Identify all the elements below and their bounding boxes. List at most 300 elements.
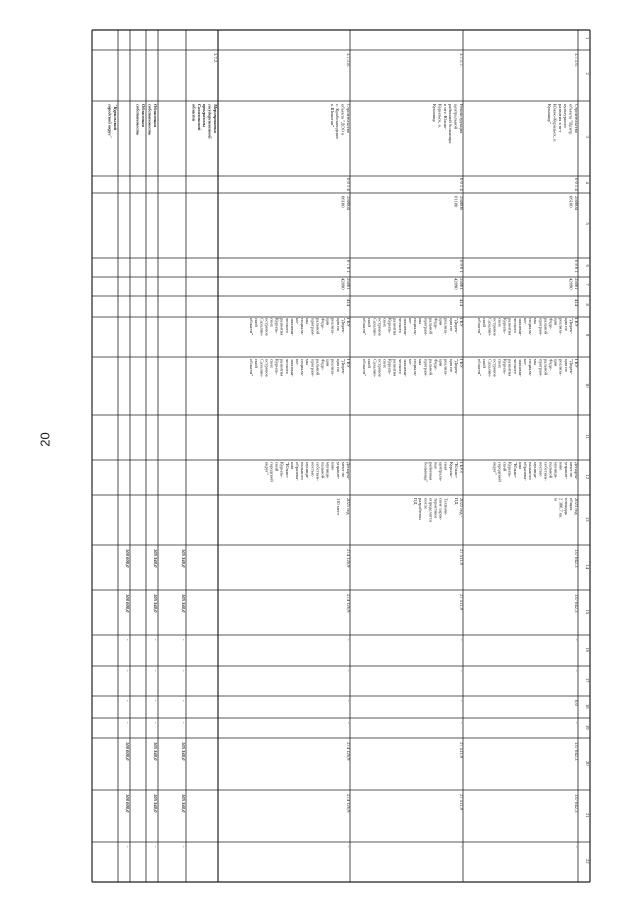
- row-3-7-1-7--c9-line: Феде-: [433, 318, 439, 330]
- row-3-7-1-7--c9-line: програм-: [423, 318, 429, 336]
- header-number-17-line: 17: [585, 678, 590, 683]
- section-total-c15: [181, 594, 186, 613]
- section-sub3-c14-line: 100 000,0: [125, 549, 130, 568]
- section-sub1-c17: [153, 670, 158, 672]
- row-3-7-1-7--c9-line: ральной: [428, 318, 434, 334]
- row-3-7-1-7--c5: [454, 196, 464, 210]
- section-total-c15-line: 105 340,0: [181, 594, 186, 613]
- row-3-7-1-6--c9-line: ГКУ: [574, 318, 579, 327]
- row-3-7-1-8--code: [346, 53, 351, 67]
- row-3-7-1-6--c12-line: ский: [502, 462, 508, 472]
- header-number-7-line: 7: [585, 283, 590, 286]
- row-3-7-1-8--c9-line: но-: [295, 318, 300, 325]
- section-sub1-c15: [153, 594, 158, 613]
- section-total-c18-line: -: [181, 700, 186, 702]
- row-3-7-1-6--c7: [569, 278, 579, 290]
- row-3-7-1-7--c10-line: Феде-: [433, 359, 439, 371]
- row-3-7-1-7--c10-line: Сахалин-: [372, 359, 378, 378]
- row-3-7-1-8--c7-line: 25001: [346, 278, 351, 290]
- row-3-7-1-6--name-line: Строительство: [574, 104, 579, 134]
- row-3-7-1-8--c9-line: островов: [264, 318, 270, 336]
- row-3-7-1-6--c10-line: ральной: [543, 359, 549, 375]
- row-3-7-1-7--c12-line: ская: [443, 462, 449, 471]
- row-3-7-1-6--c12-line: муници-: [553, 462, 559, 479]
- row-3-7-1-7--c10-line: реализа-: [443, 359, 449, 376]
- row-3-7-1-6--c9-line: реализа-: [558, 318, 564, 335]
- header-number-22-line: 22: [585, 859, 590, 864]
- header-number-15: [585, 610, 590, 615]
- row-3-7-1-8--c4: [346, 178, 351, 191]
- row-3-7-1-6--c12-line: управле-: [563, 462, 569, 480]
- section-code: [213, 53, 218, 63]
- row-3-7-1-8--c10-line: "Дирек-: [340, 359, 346, 375]
- section-sub3-c20-line: 100 000,0: [125, 742, 130, 761]
- row-3-7-1-8--c10-line: ческого: [284, 359, 290, 374]
- row-3-7-1-7--c9-line: реализа-: [443, 318, 449, 335]
- section-sub1-c22-line: -: [153, 846, 158, 848]
- header-number-5-line: 5: [585, 222, 590, 225]
- row-3-7-1-7--c15: [458, 594, 464, 611]
- row-3-7-1-8--c12-line: муници-: [325, 462, 331, 479]
- row-3-7-1-7--c14-line: 27 511,9: [459, 549, 464, 565]
- row-3-7-1-8--c21-line: 274 126,9: [346, 794, 351, 813]
- row-3-7-1-8--c9-line: Куриль-: [274, 318, 280, 334]
- header-number-17: [585, 678, 590, 683]
- row-3-7-1-6--c15-line: 137 042,3: [574, 594, 579, 613]
- row-3-7-1-8--c19-line: -: [346, 722, 351, 724]
- header-number-15-line: 15: [585, 609, 590, 615]
- header-number-16: [585, 648, 590, 653]
- row-3-7-1-7--c12-line: централь-: [438, 462, 444, 482]
- row-3-7-1-7--c12-line: ная: [433, 462, 439, 469]
- row-3-7-1-6--c6: [574, 260, 579, 273]
- section-sub1-c18: [153, 700, 158, 702]
- row-3-7-1-7--name-line: в пгт. Южно-: [442, 104, 448, 130]
- row-3-7-1-8--c12-line: образова-: [295, 462, 300, 481]
- row-3-7-1-7--c12-line: ГБУЗ: [459, 462, 464, 473]
- row-3-7-1-8--c9-line: Сахалин-: [259, 318, 265, 337]
- row-3-7-1-8--c12-line: округ": [264, 462, 270, 475]
- row-3-7-1-8--c10: [249, 359, 351, 378]
- row-3-7-1-7--c12: [423, 462, 464, 482]
- row-3-7-1-7--c9-line: ция по: [448, 318, 454, 331]
- table-cells: [108, 37, 590, 864]
- row-3-7-1-7--c10-line: островов: [377, 359, 383, 377]
- row-3-7-1-8--c6: [346, 260, 351, 273]
- row-3-7-1-7--c9-line: островов: [377, 318, 383, 336]
- row-3-7-1-7--c6-line: 0 9 0 1: [459, 260, 464, 273]
- row-3-7-1-8--c12-line: муници-: [305, 462, 311, 479]
- section-sub3-c16-line: -: [125, 639, 130, 641]
- row-3-7-1-6--name-line: Кунашир": [547, 104, 552, 124]
- section-sub1-line: Областная: [153, 104, 158, 127]
- row-3-7-1-6--c19-line: -: [574, 722, 579, 724]
- row-3-7-1-6--c10-line: экономи-: [517, 359, 523, 377]
- section-sub3-c22-line: -: [125, 846, 130, 848]
- section-sub3-c18-line: -: [125, 700, 130, 702]
- row-3-7-1-6--c14-line: 137 042,3: [574, 549, 579, 568]
- section-sub3-c21: [125, 794, 130, 813]
- row-3-7-1-6--c9-line: ции: [553, 318, 559, 326]
- section-sub1-c21: [153, 794, 158, 813]
- row-3-7-1-7--c21-line: 27 511,9: [459, 794, 464, 810]
- row-3-7-1-7--c10-line: ция по: [448, 359, 454, 372]
- row-3-7-1-6--c12-line: пальной: [548, 462, 554, 479]
- section-sub3-c20: [125, 742, 130, 761]
- section-title-line: Сахалинской: [196, 104, 202, 131]
- row-3-7-1-7--c22-line: -: [459, 846, 464, 848]
- row-3-7-1-7--c5-line: 250008: [459, 196, 464, 210]
- row-3-7-1-6--c12-line: мент по: [568, 462, 574, 478]
- row-3-7-1-7--c10-line: области": [362, 359, 368, 377]
- row-3-7-1-8--c13-line: 110 мест: [335, 498, 341, 515]
- row-3-7-1-8--c10-line: ГКУ: [346, 359, 351, 368]
- row-3-7-1-8--c9-line: экономи-: [289, 318, 295, 336]
- page-number: 20: [37, 432, 53, 447]
- row-3-7-1-7--name: [432, 104, 464, 143]
- header-number-2-line: 2: [585, 72, 590, 75]
- row-3-7-1-7--c10-line: ральной: [428, 359, 434, 375]
- row-3-7-1-7--c9-line: ГКУ: [459, 318, 464, 327]
- row-3-7-1-7--c10-line: ции: [438, 359, 444, 367]
- row-3-7-1-6--c9-line: ской: [482, 318, 488, 327]
- row-3-7-1-8--c10-line: ских: [269, 359, 275, 369]
- header-number-16-line: 16: [585, 647, 590, 653]
- row-3-7-1-6--c12-line: округ": [492, 462, 498, 475]
- row-3-7-1-7--name-line: Реконструкция: [459, 104, 464, 134]
- row-3-7-1-8--c9-line: Феде-: [320, 318, 326, 330]
- row-3-7-1-8--c9-line: ГКУ: [346, 318, 351, 327]
- row-3-7-1-8--c17-line: -: [346, 670, 351, 672]
- row-3-7-1-8--c12-line: мент по: [340, 462, 346, 478]
- row-3-7-1-8--c9-line: ских: [269, 318, 275, 328]
- section-sub3-c19-line: -: [125, 722, 130, 724]
- row-3-7-1-7--c9-line: ских: [382, 318, 388, 328]
- section-total-c20: [181, 742, 186, 761]
- row-3-7-1-8--c12-line: пального: [300, 462, 306, 480]
- header-number-10: [585, 383, 590, 388]
- row-3-7-1-7--c10-line: Куриль-: [387, 359, 393, 375]
- section-sub1-c17-line: -: [153, 670, 158, 672]
- row-3-7-1-7--c5-line: 01100: [453, 196, 459, 208]
- section-title-line: Мероприятия: [213, 104, 218, 133]
- section-sub3-c18: [125, 700, 130, 702]
- section-title: [191, 103, 218, 139]
- row-3-7-1-7--c12-line: "Южно-: [453, 462, 459, 479]
- row-3-7-1-8--c16-line: -: [346, 639, 351, 641]
- row-3-7-1-7--name-line: центральной: [453, 104, 459, 129]
- section-sub3-c14: [125, 549, 130, 568]
- row-3-7-1-6--c8-line: 414: [574, 299, 579, 306]
- row-3-7-1-7--c13-line: ские харак-: [438, 498, 444, 521]
- row-3-7-1-8--c12-line: управле-: [335, 462, 341, 480]
- row-3-7-1-7--code: [459, 53, 464, 67]
- row-3-7-1-8--c12-line: Департа-: [346, 462, 351, 480]
- row-3-7-1-6--c4-line: 0 0 1 4: [574, 178, 579, 191]
- header-number-11: [585, 435, 590, 440]
- row-3-7-1-7--c12-line: больница": [423, 462, 429, 483]
- section-sub3-c21-line: 100 000,0: [125, 794, 130, 813]
- section-sub1-line: собственность: [147, 104, 153, 136]
- section-total-c16-line: -: [181, 639, 186, 641]
- row-3-7-1-6--c9-line: экономи-: [517, 318, 523, 336]
- row-3-7-1-7--c9-line: социаль-: [413, 318, 419, 336]
- row-3-7-1-7--c18-line: -: [459, 700, 464, 702]
- row-3-7-1-8--c12-line: ский: [274, 462, 280, 472]
- row-3-7-1-8--c8: [346, 299, 351, 307]
- row-3-7-1-8--c10-line: ция по: [335, 359, 341, 372]
- row-3-7-1-6--c13-line: м: [553, 498, 559, 501]
- row-3-7-1-6--c9-line: ральной: [543, 318, 549, 334]
- row-3-7-1-6--name-line: Южно-Курильск, о.: [552, 104, 558, 143]
- row-3-7-1-6--c21: [573, 794, 579, 813]
- header-number-14-line: 14: [585, 564, 590, 570]
- row-3-7-1-8--c9-line: ции: [325, 318, 331, 326]
- row-3-7-1-7--c9-line: но-: [408, 318, 413, 325]
- row-3-7-1-6--c9-line: но-: [523, 318, 528, 325]
- row-3-7-1-7--c9-line: Сахалин-: [372, 318, 378, 337]
- row-3-7-1-6--c12-line: муници-: [533, 462, 539, 479]
- row-3-7-1-7--c13-line: после: [423, 498, 429, 510]
- row-3-7-1-7--c13-line: ПД: [413, 498, 419, 505]
- row-3-7-1-7--name-line: Кунашир: [432, 104, 437, 122]
- row-3-7-1-7--c13-line: определятся: [428, 498, 434, 523]
- row-3-7-1-7--c16-line: -: [459, 639, 464, 641]
- header-number-1-line: 1: [585, 37, 590, 40]
- section-title-line: программы: [202, 104, 208, 127]
- row-3-7-1-6--c10-line: области": [477, 359, 483, 377]
- section-sub1-c14-line: 105 340,0: [153, 549, 158, 568]
- row-3-7-1-6--c5-line: 250004: [574, 196, 579, 210]
- section-sub1-c21-line: 105 340,0: [153, 794, 158, 813]
- row-3-7-1-8--c9-line: ской: [254, 318, 260, 327]
- row-3-7-1-6--c10-line: социаль-: [528, 359, 534, 377]
- row-3-7-1-6--c10-line: Сахалин-: [487, 359, 493, 378]
- row-3-7-1-6--c9-line: ческого: [512, 318, 518, 333]
- row-3-7-1-8--c7: [341, 278, 351, 290]
- row-3-7-1-8--c9-line: ческого: [284, 318, 290, 333]
- section-sub3: [108, 104, 118, 139]
- row-3-7-1-6--c13-line: 2 380,7 кв.: [558, 498, 564, 519]
- header-number-13-line: 13: [585, 517, 590, 522]
- row-3-7-1-8--c9: [249, 318, 351, 337]
- row-3-7-1-6--c9-line: Феде-: [548, 318, 554, 330]
- header-number-8-line: 8: [585, 303, 590, 306]
- section-sub2-line: Областная: [141, 104, 146, 127]
- section-title-line: государственной: [207, 104, 213, 139]
- row-3-7-1-6--c12-line: Департа-: [574, 462, 579, 480]
- row-3-7-1-8--c10-line: Сахалин-: [259, 359, 265, 378]
- row-3-7-1-7--c9-line: развития: [392, 318, 398, 336]
- section-total-c16: [181, 639, 186, 641]
- row-3-7-1-7--c12-line: Куриль-: [448, 462, 454, 478]
- header-number-4-line: 4: [585, 181, 590, 184]
- row-3-7-1-7--c4-line: 0 0 1 4: [459, 178, 464, 191]
- row-3-7-1-6--c12-line: собствен-: [543, 462, 549, 481]
- header-number-9: [585, 334, 590, 337]
- row-3-7-1-6--c10-line: ческого: [512, 359, 518, 374]
- row-3-7-1-8--c12-line: пальной: [320, 462, 326, 479]
- header-number-20-line: 20: [585, 761, 590, 766]
- row-3-7-1-6--c15: [573, 594, 579, 613]
- row-3-7-1-8--c10-line: ской: [254, 359, 260, 368]
- row-3-7-1-8--c10-line: Феде-: [320, 359, 326, 371]
- header-number-20: [585, 761, 590, 766]
- header-number-18: [585, 704, 590, 709]
- row-3-7-1-8--c10-line: социаль-: [300, 359, 306, 377]
- row-3-7-1-7--code-line: 3.7.1.7.: [459, 53, 464, 67]
- header-number-13: [585, 517, 590, 522]
- section-sub1-c19-line: -: [153, 722, 158, 724]
- section-sub3-c17: [125, 670, 130, 672]
- row-3-7-1-7--c7-line: 25001: [459, 278, 464, 290]
- header-number-2: [585, 73, 590, 76]
- header-number-9-line: 9: [585, 334, 590, 337]
- row-3-7-1-6--c9-line: мы: [533, 318, 539, 324]
- row-3-7-1-8--c9-line: развития: [279, 318, 285, 336]
- row-3-7-1-8--c14-line: 274 126,9: [346, 549, 351, 568]
- row-3-7-1-6--c14: [573, 549, 579, 568]
- row-3-7-1-8--c9-line: програм-: [310, 318, 316, 336]
- section-sub1: [148, 104, 158, 135]
- row-3-7-1-6--c7-line: 25001: [574, 278, 579, 290]
- row-3-7-1-8--c12-line: "Южно-: [284, 462, 290, 479]
- row-3-7-1-7--c13-line: ПД: [453, 498, 459, 505]
- row-3-7-1-6--c9-line: ских: [497, 318, 503, 328]
- row-3-7-1-8--name-line: о.Шикотан": [329, 104, 335, 128]
- row-3-7-1-6--c10-line: реализа-: [558, 359, 564, 376]
- row-3-7-1-6--c10-line: Феде-: [548, 359, 554, 371]
- row-3-7-1-7--c6: [459, 260, 464, 273]
- section-sub3-line: городской округ": [107, 104, 113, 139]
- row-3-7-1-8--c10-line: области": [249, 359, 255, 377]
- row-3-7-1-7--c9-line: мы: [418, 318, 424, 324]
- row-3-7-1-6--c13-line: площадь: [563, 498, 569, 516]
- row-3-7-1-7--c13-line: разработки: [418, 498, 424, 520]
- row-3-7-1-8--c15-line: 274 126,9: [346, 594, 351, 613]
- header-number-10-line: 10: [585, 383, 590, 388]
- row-3-7-1-7--c21: [458, 794, 464, 811]
- section-sub1-c22: [153, 846, 158, 848]
- row-3-7-1-8--c12-line: городской: [269, 462, 275, 482]
- header-number-12: [585, 475, 590, 480]
- row-3-7-1-7--c9-line: ции: [438, 318, 444, 326]
- row-3-7-1-8--c10-line: ральной: [315, 359, 321, 375]
- section-sub3-c15-line: 100 000,0: [125, 594, 130, 613]
- section-total-c19: [181, 722, 186, 724]
- row-3-7-1-7--c15-line: 27 511,9: [459, 594, 464, 610]
- row-3-7-1-8--c21: [345, 794, 351, 813]
- table-grid: [92, 30, 590, 882]
- section-sub2-line: собственность: [135, 104, 141, 136]
- section-total-c14-line: 105 340,0: [181, 549, 186, 568]
- row-3-7-1-7--name-line: районной больницы: [448, 104, 454, 144]
- row-3-7-1-6--c20: [573, 742, 579, 761]
- row-3-7-1-7--c10-line: но-: [408, 359, 413, 366]
- row-3-7-1-6--c12-line: ния: [517, 462, 523, 470]
- row-3-7-1-8--c10-line: островов: [264, 359, 270, 377]
- row-3-7-1-8--c8-line: 414: [346, 299, 351, 306]
- section-sub1-c15-line: 105 340,0: [153, 594, 158, 613]
- row-3-7-1-8--c9-line: мы: [305, 318, 311, 324]
- section-sub1-c19: [153, 722, 158, 724]
- row-3-7-1-6--c7-line: 42090: [568, 278, 574, 290]
- row-3-7-1-6--c9-line: развития: [507, 318, 513, 336]
- row-3-7-1-8--c12-line: нию: [330, 462, 336, 471]
- row-3-7-1-6--c12-line: ностью: [538, 462, 544, 477]
- row-3-7-1-6--name-line: развития в пгт: [557, 104, 563, 133]
- row-3-7-1-7--c10-line: "Дирек-: [453, 359, 459, 375]
- row-3-7-1-7--c9: [362, 318, 464, 337]
- row-3-7-1-8--c12-line: ния: [289, 462, 295, 470]
- section-sub1-c20: [153, 742, 158, 761]
- row-3-7-1-6--c10-line: програм-: [538, 359, 544, 377]
- header-number-5: [585, 223, 590, 226]
- row-3-7-1-8--c9-line: "Дирек-: [340, 318, 346, 334]
- header-number-14: [585, 565, 590, 570]
- row-3-7-1-8--c13-line: 2021 год: [346, 498, 351, 515]
- row-3-7-1-6--c17-line: -: [574, 670, 579, 672]
- header-number-12-line: 12: [585, 474, 590, 480]
- section-sub1-c16: [153, 639, 158, 641]
- row-3-7-1-7--c9-line: экономи-: [402, 318, 408, 336]
- row-3-7-1-8--c7-line: 42090: [340, 278, 346, 290]
- row-3-7-1-6--c22-line: -: [574, 846, 579, 848]
- section-total-c22: [181, 846, 186, 848]
- row-3-7-1-7--c17-line: -: [459, 670, 464, 672]
- row-3-7-1-8--c12-line: Куриль-: [279, 462, 285, 478]
- row-3-7-1-6--c10-line: развития: [507, 359, 513, 377]
- row-3-7-1-6--code-line: 3.7.1.6.: [574, 53, 579, 67]
- section-sub2: [136, 104, 146, 135]
- row-3-7-1-8--c20-line: 274 126,9: [346, 742, 351, 761]
- row-3-7-1-6--c10-line: "Дирек-: [568, 359, 574, 375]
- row-3-7-1-8--c9-line: реализа-: [330, 318, 336, 335]
- row-3-7-1-6--c13-line: общая: [568, 498, 574, 511]
- row-3-7-1-8--c9-line: ция по: [335, 318, 341, 331]
- row-3-7-1-6--c10-line: ской: [482, 359, 488, 368]
- header-number-19: [585, 725, 590, 730]
- row-3-7-1-7--c7: [454, 278, 464, 290]
- row-3-7-1-6--c10-line: ских: [497, 359, 503, 369]
- row-3-7-1-7--c13-line: теристики: [433, 498, 439, 518]
- header-number-7: [585, 284, 590, 287]
- row-3-7-1-7--c12-line: районная: [428, 462, 434, 481]
- row-3-7-1-8--name-line: с. Крабозаводское: [335, 104, 341, 140]
- header-number-6: [585, 265, 590, 268]
- header-number-3-line: 3: [585, 135, 590, 138]
- row-3-7-1-6--c12-line: нию: [558, 462, 564, 471]
- section-sub3-c16: [125, 639, 130, 641]
- row-3-7-1-7--c10-line: ГКУ: [459, 359, 464, 368]
- section-total-c14: [181, 549, 186, 568]
- row-3-7-1-8--c10-line: ции: [325, 359, 331, 367]
- row-3-7-1-8--c22-line: -: [346, 846, 351, 848]
- section-total-c17: [181, 670, 186, 672]
- row-3-7-1-6--c6-line: 0 8 0 1: [574, 260, 579, 273]
- row-3-7-1-7--c9-line: области": [362, 318, 368, 336]
- row-3-7-1-6--c5-line: 06100: [568, 196, 574, 208]
- row-3-7-1-8--c9-line: ральной: [315, 318, 321, 334]
- row-3-7-1-6--c9: [477, 318, 579, 337]
- row-3-7-1-6--c12-line: "Южно-: [512, 462, 518, 479]
- row-3-7-1-7--c9-line: ческого: [397, 318, 403, 333]
- row-3-7-1-6--c9-line: островов: [492, 318, 498, 336]
- row-3-7-1-8--name-line: объекта "ДОО в: [340, 104, 346, 136]
- row-3-7-1-7--c10-line: ских: [382, 359, 388, 369]
- row-3-7-1-7--c4: [459, 178, 464, 191]
- row-3-7-1-8--c5-line: 06100: [340, 196, 346, 208]
